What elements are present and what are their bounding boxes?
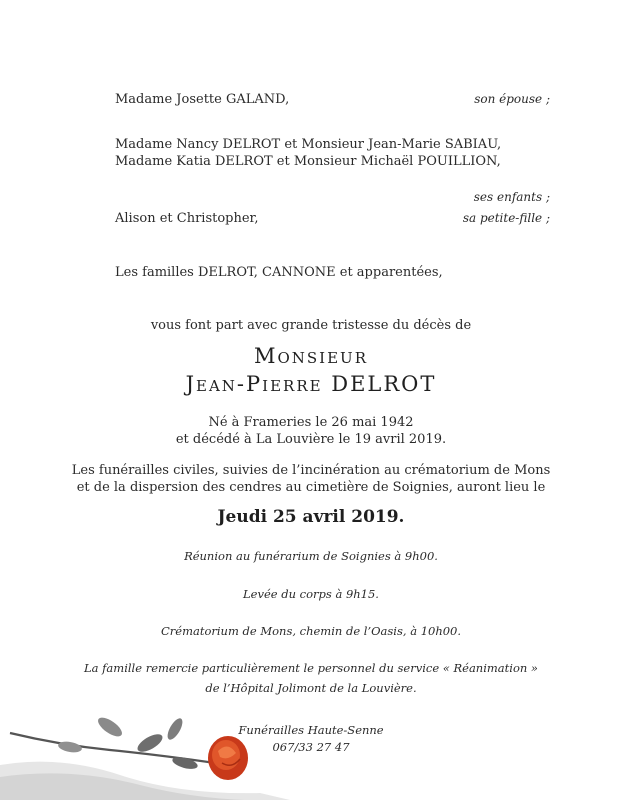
undertaker-name: Funérailles Haute-Senne xyxy=(238,723,384,737)
leaf xyxy=(135,731,165,755)
deceased-name: Jean-Pierre DELROT xyxy=(185,372,437,396)
undertaker-phone: 067/33 27 47 xyxy=(272,740,350,754)
rose-flower xyxy=(208,736,248,780)
thanks-note xyxy=(0,658,622,698)
leaf xyxy=(57,740,82,754)
leaf xyxy=(165,716,186,742)
funeral-line-2: et de la dispersion des cendres au cimetière de Soignies, auront lieu le xyxy=(76,480,546,495)
birth-line: Né à Frameries le 26 mai 1942 xyxy=(208,415,414,430)
family-relation: son épouse ; xyxy=(474,92,550,106)
family-row-grandchildren xyxy=(115,210,550,227)
family-names: Madame Nancy DELROT et Monsieur Jean-Marie SABIAU, xyxy=(115,137,502,152)
family-names: Les familles DELROT, CANNONE et apparentées, xyxy=(115,265,443,280)
family-row-spouse xyxy=(115,91,550,108)
death-line: et décédé à La Louvière le 19 avril 2019. xyxy=(175,432,447,447)
family-names: Madame Katia DELROT et Monsieur Michaël POUILLION, xyxy=(115,154,501,169)
rose-illustration xyxy=(0,705,290,800)
thanks-line-1: La famille remercie particulièrement le personnel du service « Réanimation » xyxy=(84,661,538,675)
funeral-date: Jeudi 25 avril 2019. xyxy=(217,507,405,527)
announcement-intro: vous font part avec grande tristesse du décès de xyxy=(150,318,472,333)
schedule-levee: Levée du corps à 9h15. xyxy=(243,587,379,601)
funeral-line-1: Les funérailles civiles, suivies de l’incinération au crématorium de Mons xyxy=(71,463,551,478)
birth-death-info xyxy=(0,414,622,448)
leaf xyxy=(95,714,125,740)
schedule-crematorium: Crématorium de Mons, chemin de l’Oasis, à 10h00. xyxy=(160,624,462,638)
family-row-families xyxy=(115,264,550,281)
family-relation: ses enfants ; xyxy=(473,190,550,204)
deceased-title: Monsieur xyxy=(253,344,368,368)
funeral-info xyxy=(0,462,622,496)
thanks-line-2: de l’Hôpital Jolimont de la Louvière. xyxy=(205,681,417,695)
family-names: Alison et Christopher, xyxy=(115,211,259,226)
schedule-meeting: Réunion au funérarium de Soignies à 9h00. xyxy=(184,549,438,563)
family-row-children xyxy=(115,136,550,206)
family-relation: sa petite-fille ; xyxy=(462,211,550,225)
family-names: Madame Josette GALAND, xyxy=(115,92,290,107)
